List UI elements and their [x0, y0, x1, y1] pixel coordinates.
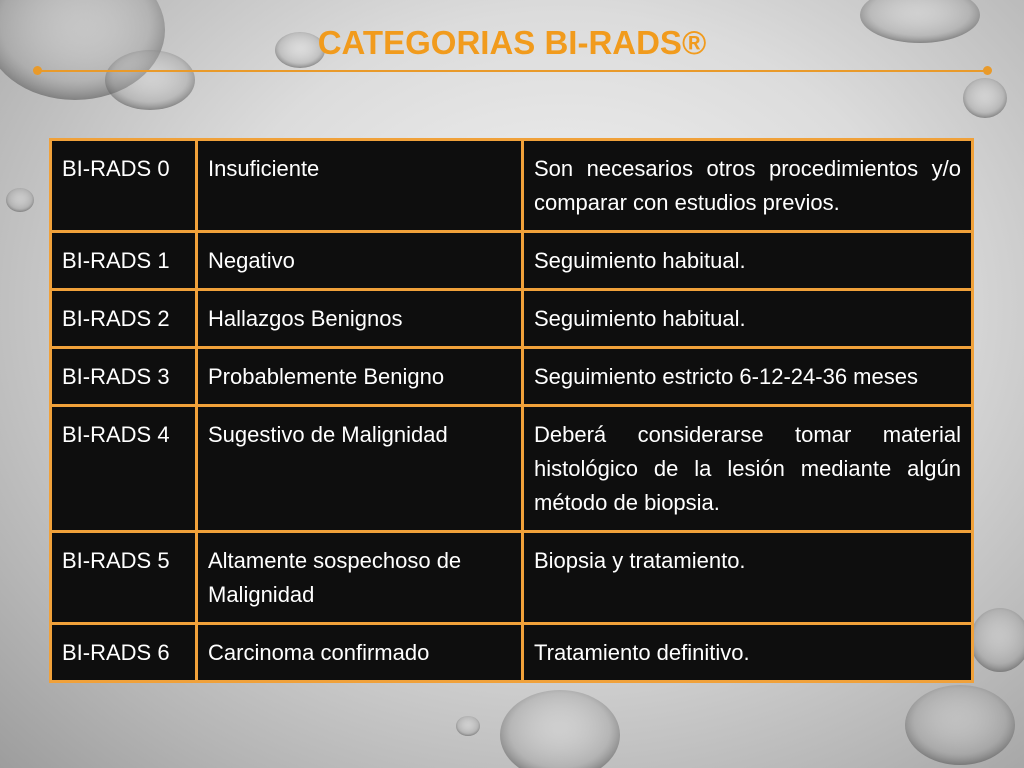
category-cell: BI-RADS 4 [51, 406, 197, 532]
management-cell: Deberá considerarse tomar material histológico de la lesión mediante algún método de biopsia. [523, 406, 973, 532]
birads-table [49, 138, 974, 683]
category-cell: BI-RADS 3 [51, 348, 197, 406]
table-row [51, 290, 973, 348]
divider-dot-left [33, 66, 42, 75]
assessment-cell: Sugestivo de Malignidad [197, 406, 523, 532]
table-row [51, 624, 973, 682]
assessment-cell: Probablemente Benigno [197, 348, 523, 406]
management-cell: Seguimiento habitual. [523, 290, 973, 348]
management-cell: Seguimiento habitual. [523, 232, 973, 290]
management-cell: Biopsia y tratamiento. [523, 532, 973, 624]
assessment-cell: Insuficiente [197, 140, 523, 232]
assessment-cell: Hallazgos Benignos [197, 290, 523, 348]
management-cell: Seguimiento estricto 6-12-24-36 meses [523, 348, 973, 406]
category-cell: BI-RADS 6 [51, 624, 197, 682]
category-cell: BI-RADS 5 [51, 532, 197, 624]
assessment-cell: Carcinoma confirmado [197, 624, 523, 682]
management-cell: Tratamiento definitivo. [523, 624, 973, 682]
table-row [51, 532, 973, 624]
table-row [51, 232, 973, 290]
assessment-cell: Negativo [197, 232, 523, 290]
divider-dot-right [983, 66, 992, 75]
category-cell: BI-RADS 0 [51, 140, 197, 232]
table-row [51, 348, 973, 406]
title-divider [37, 70, 987, 72]
assessment-cell: Altamente sospechoso de Malignidad [197, 532, 523, 624]
table-row [51, 140, 973, 232]
management-cell: Son necesarios otros procedimientos y/o comparar con estudios previos. [523, 140, 973, 232]
category-cell: BI-RADS 1 [51, 232, 197, 290]
category-cell: BI-RADS 2 [51, 290, 197, 348]
slide-title: CATEGORIAS BI-RADS® [317, 24, 707, 61]
table-row [51, 406, 973, 532]
